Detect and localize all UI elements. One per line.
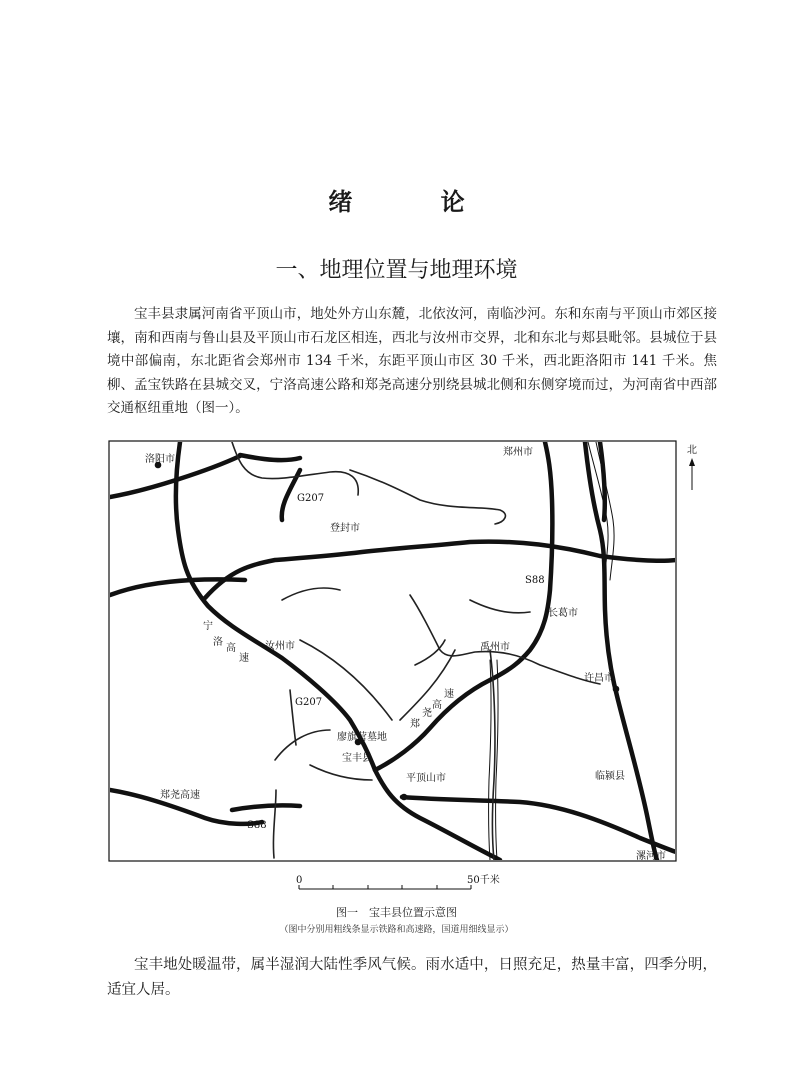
- label-ruzhou: 汝州市: [265, 641, 295, 652]
- label-zhengyao-1: 速: [444, 689, 454, 700]
- label-ningluo-3: 高: [226, 643, 236, 654]
- north-label: 北: [687, 445, 697, 456]
- label-ningluo-4: 速: [239, 653, 249, 664]
- intro-paragraph: 宝丰县隶属河南省平顶山市，地处外方山东麓，北依汝河，南临沙河。东和东南与平顶山市郊区接壤，南和西南与鲁山县及平顶山市石龙区相连，西北与汝州市交界，北和东北与郏县毗邻。县城位于县境中部偏南，东北距省会郑州市 134 千米，东距平顶山市区 30 千米，西北距洛阳市 141 千米。焦柳、孟宝铁路在县城交叉，宁洛高速公路和郑尧高速分别绕县城北侧和东侧穿境而过，为河南省中西部交通枢纽重地（图一）。: [107, 306, 717, 416]
- section-title: 一、地理位置与地理环境: [275, 258, 518, 283]
- label-s88-north: S88: [525, 575, 545, 586]
- label-g207-north: G207: [297, 493, 325, 504]
- label-ningluo-2: 洛: [213, 637, 223, 648]
- label-yuzhou: 禹州市: [480, 642, 510, 653]
- label-pingdingshan: 平顶山市: [406, 773, 446, 784]
- figure-caption: 图一 宝丰县位置示意图: [336, 906, 457, 919]
- north-arrow: [687, 444, 697, 490]
- label-linying: 临颍县: [595, 771, 625, 782]
- chapter-title: 绪 论: [328, 187, 505, 216]
- label-ningluo-1: 宁: [203, 621, 213, 632]
- climate-paragraph: 宝丰地处暖温带，属半湿润大陆性季风气候。雨水适中，日照充足，热量丰富，四季分明，适宜人居。: [107, 957, 717, 998]
- label-zhengyao-3: 尧: [422, 708, 432, 719]
- label-zhengyao-2: 高: [432, 700, 442, 711]
- scale-end-label: 50千米: [467, 875, 500, 886]
- label-tomb-site: 廖旗营墓地: [337, 732, 387, 743]
- label-zhengzhou: 郑州市: [503, 447, 533, 458]
- pingdingshan-marker: [401, 794, 408, 801]
- label-zhengyao-4: 郑: [410, 719, 420, 730]
- label-zhengyao-expressway: 郑尧高速: [160, 790, 200, 801]
- label-g207-south: G207: [295, 697, 323, 708]
- scale-bar: [296, 873, 500, 889]
- label-luohe: 漯河市: [636, 851, 666, 862]
- label-luoyang: 洛阳市: [145, 454, 175, 465]
- scale-start-label: 0: [296, 875, 303, 886]
- xuchang-marker: [613, 686, 620, 693]
- label-s88-south: S88: [247, 820, 267, 831]
- label-changge: 长葛市: [548, 608, 578, 619]
- label-xuchang: 许昌市: [584, 673, 614, 684]
- figure-note: （图中分别用粗线条显示铁路和高速路，国道用细线显示）: [279, 925, 514, 935]
- label-baofeng: 宝丰县: [342, 753, 372, 764]
- label-dengfeng: 登封市: [330, 523, 360, 534]
